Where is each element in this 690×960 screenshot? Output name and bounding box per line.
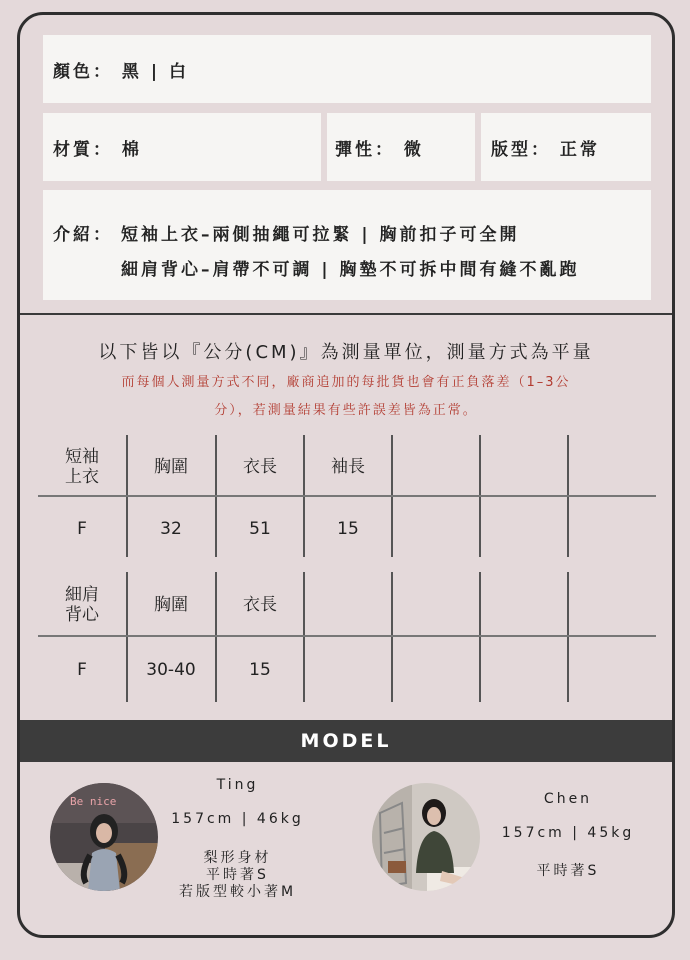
intro-box [43, 190, 651, 300]
table2-header-length: 衣長 [243, 595, 277, 615]
model-ting-note-1: 梨形身材 [203, 850, 272, 866]
table2-header-chest: 胸圍 [154, 595, 188, 615]
table1-length: 51 [249, 519, 271, 539]
fit-text: 版型： 正常 [491, 140, 600, 160]
table1-header-sleeve: 袖長 [331, 457, 365, 477]
model-section-title: MODEL [20, 720, 672, 762]
model-chen-photo [372, 783, 480, 891]
elasticity-text: 彈性： 微 [335, 140, 424, 160]
photo-neon-text: Be nice [70, 795, 117, 808]
intro-line-1: 短袖上衣–兩側抽繩可拉緊 | 胸前扣子可全開 [121, 225, 520, 245]
table1-sleeve: 15 [337, 519, 359, 539]
model-ting-avatar [50, 783, 158, 891]
model-ting-note-2: 平時著S [206, 867, 269, 883]
intro-label: 介紹： [53, 225, 113, 245]
table1-header-chest: 胸圍 [154, 457, 188, 477]
measure-title: 以下皆以『公分(CM)』為測量單位，測量方式為平量 [98, 342, 594, 363]
elasticity-box [327, 113, 475, 181]
model-ting-photo [50, 783, 158, 891]
model-ting-name: Ting [216, 777, 259, 793]
section-divider [20, 313, 672, 315]
material-box [43, 113, 321, 181]
table2-chest: 30-40 [146, 660, 196, 680]
intro-line-2: 細肩背心–肩帶不可調 | 胸墊不可拆中間有縫不亂跑 [121, 260, 580, 280]
model-chen-note-1: 平時著S [536, 863, 600, 879]
model-chen-avatar [372, 783, 480, 891]
table1-header-length: 衣長 [243, 457, 277, 477]
model-chen-stats: 157cm | 45kg [501, 825, 635, 841]
table2-length: 15 [249, 660, 271, 680]
measure-warning-1: 而每個人測量方式不同，廠商追加的每批貨也會有正負落差（1–3公 [121, 375, 571, 390]
product-info-card [17, 12, 675, 938]
table2-size: F [77, 660, 87, 680]
model-chen-name: Chen [543, 791, 593, 807]
table1-size: F [77, 519, 87, 539]
material-text: 材質： 棉 [53, 140, 142, 160]
fit-box [481, 113, 651, 181]
color-box [43, 35, 651, 103]
model-ting-note-3: 若版型較小著M [178, 884, 297, 900]
model-ting-stats: 157cm | 46kg [171, 811, 304, 827]
measure-warning-2: 分），若測量結果有些許誤差皆為正常。 [214, 403, 478, 418]
table1-header-type: 短袖 上衣 [65, 447, 99, 487]
table2-header-type: 細肩 背心 [65, 585, 99, 625]
color-text: 顏色： 黑 | 白 [53, 62, 189, 82]
table1-chest: 32 [160, 519, 182, 539]
